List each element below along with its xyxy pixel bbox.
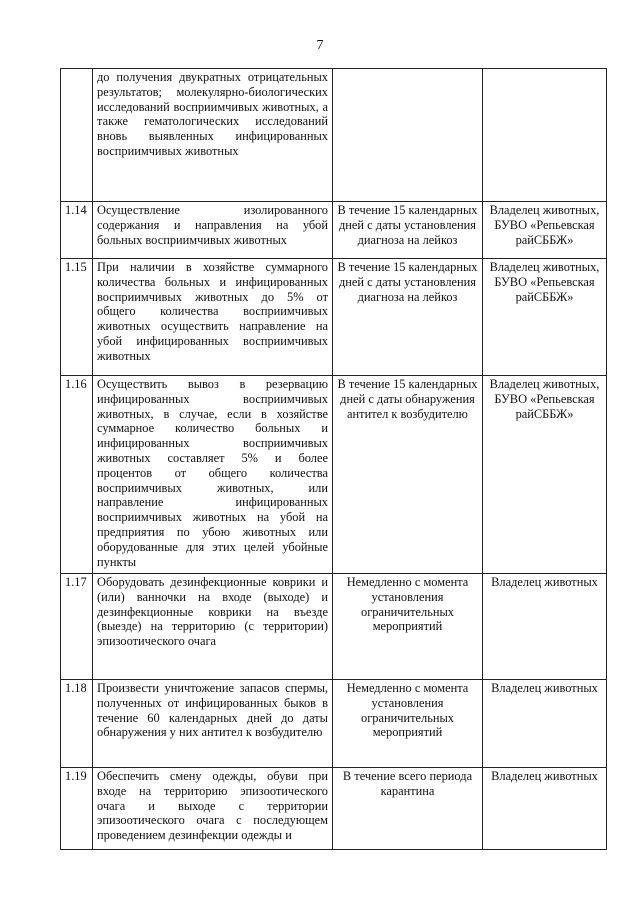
responsible-text: Владелец животных	[483, 574, 607, 680]
deadline-text: В течение 15 календарных дней с даты обнаружения антител к возбудителю	[333, 376, 483, 574]
table-row	[61, 574, 607, 680]
responsible-text: Владелец животных	[483, 768, 607, 850]
deadline-text: Немедленно с момента установления ограничительных мероприятий	[333, 574, 483, 680]
measure-text: Осуществить вывоз в резервацию инфицированных восприимчивых животных, в случае, если в хозяйстве суммарное количество больных и инфицированных восприимчивых животных составляет 5% и более процентов от общего количества восприимчивых животных, или направление инфицированных восприимчивых животных на убой на предприятия по убою животных или оборудованные для этих целей убойные пункты	[93, 376, 333, 574]
table-row	[61, 259, 607, 376]
deadline-text: В течение всего периода карантина	[333, 768, 483, 850]
responsible-text: Владелец животных, БУВО «Репьевская райСББЖ»	[483, 259, 607, 376]
table-row	[61, 69, 607, 202]
row-number: 1.14	[61, 202, 93, 259]
table-row	[61, 680, 607, 768]
row-number	[61, 69, 93, 202]
measure-text: Осуществление изолированного содержания и направления на убой больных восприимчивых животных	[93, 202, 333, 259]
measure-text: до получения двукратных отрицательных результатов; молекулярно-биологических исследований восприимчивых животных, а также гематологических исследований вновь выявленных инфицированных восприимчивых животных	[93, 69, 333, 202]
row-number: 1.18	[61, 680, 93, 768]
deadline-text: В течение 15 календарных дней с даты установления диагноза на лейкоз	[333, 259, 483, 376]
responsible-text: Владелец животных	[483, 680, 607, 768]
row-number: 1.19	[61, 768, 93, 850]
measure-text: Произвести уничтожение запасов спермы, полученных от инфицированных быков в течение 60 календарных дней до даты обнаружения у них антител к возбудителю	[93, 680, 333, 768]
row-number: 1.15	[61, 259, 93, 376]
table-row	[61, 376, 607, 574]
deadline-text: Немедленно с момента установления ограничительных мероприятий	[333, 680, 483, 768]
table-row	[61, 202, 607, 259]
deadline-text: В течение 15 календарных дней с даты установления диагноза на лейкоз	[333, 202, 483, 259]
row-number: 1.17	[61, 574, 93, 680]
deadline-text	[333, 69, 483, 202]
measure-text: Оборудовать дезинфекционные коврики и (или) ванночки на входе (выходе) и дезинфекционные коврики на въезде (выезде) на территорию (с территории) эпизоотического очага	[93, 574, 333, 680]
page-number: 7	[316, 38, 324, 53]
responsible-text: Владелец животных, БУВО «Репьевская райСББЖ»	[483, 376, 607, 574]
table-row	[61, 768, 607, 850]
measure-text: При наличии в хозяйстве суммарного количества больных и инфицированных восприимчивых животных до 5% от общего количества восприимчивых животных осуществить направление на убой инфицированных восприимчивых животных	[93, 259, 333, 376]
responsible-text: Владелец животных, БУВО «Репьевская райСББЖ»	[483, 202, 607, 259]
row-number: 1.16	[61, 376, 93, 574]
responsible-text	[483, 69, 607, 202]
measure-text: Обеспечить смену одежды, обуви при входе на территорию эпизоотического очага и выходе с территории эпизоотического очага с последующем проведением дезинфекции одежды и	[93, 768, 333, 850]
measures-table	[60, 68, 607, 850]
